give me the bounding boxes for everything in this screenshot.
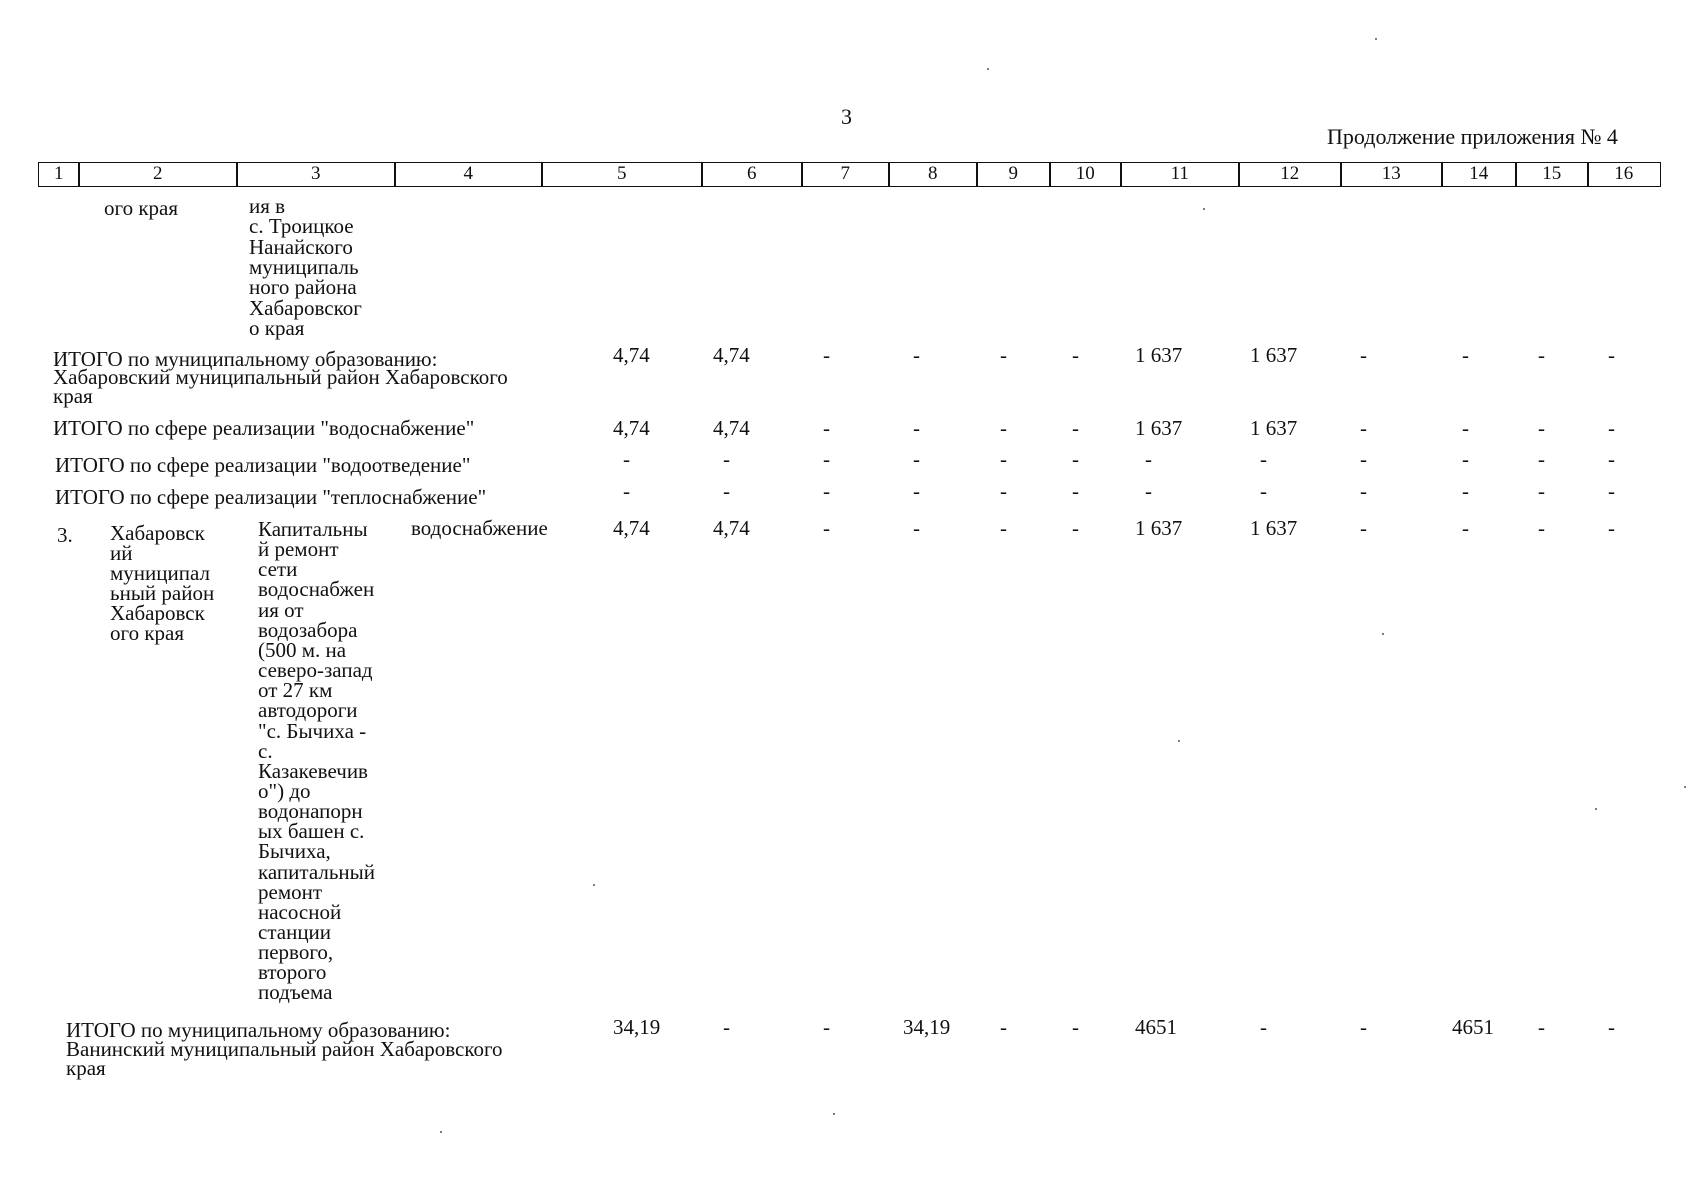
- value-col-15: -: [1538, 447, 1545, 471]
- column-number-cell: 3: [236, 162, 396, 187]
- column-number-cell: 6: [701, 162, 803, 187]
- value-col-6: -: [723, 1015, 730, 1039]
- value-col-7: -: [823, 1015, 830, 1039]
- value-col-15: -: [1538, 516, 1545, 540]
- vanino-label-line1: ИТОГО по муниципальному образованию:: [66, 1018, 451, 1042]
- cell-line: муниципал: [110, 561, 210, 585]
- cell-line: с. Троицкое: [249, 214, 354, 239]
- total-heat-supply-label: ИТОГО по сфере реализации "теплоснабжение": [55, 485, 487, 509]
- cell-line: с.: [258, 738, 273, 763]
- value-col-11: -: [1145, 479, 1152, 503]
- total-water-supply-label: ИТОГО по сфере реализации "водоснабжение": [53, 416, 475, 440]
- total-label-line3: края: [53, 384, 93, 408]
- value-col-10: -: [1072, 479, 1079, 503]
- value-col-13: -: [1360, 343, 1367, 367]
- total-label-line2: Хабаровский муниципальный район Хабаровского: [53, 365, 508, 389]
- cell-line: насосной: [258, 899, 342, 924]
- value-col-15: -: [1538, 1015, 1545, 1039]
- value-col-10: -: [1072, 343, 1079, 367]
- value-col-5: 4,74: [613, 343, 650, 367]
- scan-speck: [440, 1131, 442, 1133]
- value-col-10: -: [1072, 516, 1079, 540]
- scan-speck: [1375, 38, 1377, 40]
- cell-line: о") до: [258, 778, 311, 803]
- value-col-16: -: [1608, 516, 1615, 540]
- cell-line: автодороги: [258, 698, 358, 723]
- value-col-14: -: [1462, 479, 1469, 503]
- value-col-5: 34,19: [613, 1015, 661, 1039]
- value-col-5: -: [623, 447, 630, 471]
- scan-speck: [1684, 786, 1686, 788]
- value-col-9: -: [1000, 1015, 1007, 1039]
- value-col-8: -: [913, 416, 920, 440]
- value-col-14: -: [1462, 343, 1469, 367]
- value-col-6: 4,74: [713, 343, 750, 367]
- column-number-cell: 10: [1049, 162, 1122, 187]
- row-a-municipality-tail: ого края: [104, 196, 179, 220]
- value-col-12: 1 637: [1250, 343, 1298, 367]
- scan-speck: [833, 1113, 835, 1115]
- column-number-cell: 9: [976, 162, 1051, 187]
- cell-line: й ремонт: [258, 537, 339, 562]
- value-col-9: -: [1000, 343, 1007, 367]
- column-number-cell: 5: [541, 162, 703, 187]
- value-col-6: -: [723, 447, 730, 471]
- cell-line: (500 м. на: [258, 637, 347, 662]
- cell-line: ия в: [249, 194, 286, 218]
- cell-line: Нанайского: [249, 234, 353, 259]
- value-col-13: -: [1360, 479, 1367, 503]
- cell-line: "с. Бычиха -: [258, 718, 367, 743]
- value-col-5: -: [623, 479, 630, 503]
- value-col-16: -: [1608, 343, 1615, 367]
- value-col-15: -: [1538, 416, 1545, 440]
- value-col-6: 4,74: [713, 416, 750, 440]
- value-col-10: -: [1072, 447, 1079, 471]
- row-3-number: 3.: [57, 523, 73, 547]
- continuation-title: Продолжение приложения № 4: [1327, 124, 1618, 149]
- total-water-disposal-label: ИТОГО по сфере реализации "водоотведение": [55, 453, 471, 477]
- column-number-cell: 12: [1238, 162, 1342, 187]
- value-col-13: -: [1360, 447, 1367, 471]
- value-col-5: 4,74: [613, 416, 650, 440]
- page-number: 3: [841, 104, 852, 129]
- value-col-12: -: [1260, 1015, 1267, 1039]
- value-col-16: -: [1608, 1015, 1615, 1039]
- value-col-10: -: [1072, 416, 1079, 440]
- value-col-12: 1 637: [1250, 516, 1298, 540]
- cell-line: водонапорн: [258, 799, 363, 824]
- scan-speck: [1178, 740, 1180, 742]
- cell-line: водоснабжен: [258, 577, 375, 602]
- total-label-line1: ИТОГО по муниципальному образованию:: [53, 347, 438, 371]
- value-col-13: -: [1360, 1015, 1367, 1039]
- value-col-14: -: [1462, 447, 1469, 471]
- value-col-6: -: [723, 479, 730, 503]
- cell-line: капитальный: [258, 859, 375, 884]
- value-col-11: 4651: [1135, 1015, 1177, 1039]
- value-col-11: 1 637: [1135, 343, 1183, 367]
- vanino-label-line3: края: [66, 1056, 106, 1080]
- value-col-6: 4,74: [713, 516, 750, 540]
- value-col-13: -: [1360, 416, 1367, 440]
- cell-line: первого,: [258, 940, 334, 965]
- cell-line: о края: [249, 315, 305, 340]
- column-number-cell: 7: [801, 162, 890, 187]
- cell-line: подъема: [258, 980, 333, 1005]
- value-col-9: -: [1000, 447, 1007, 471]
- value-col-13: -: [1360, 516, 1367, 540]
- value-col-12: -: [1260, 479, 1267, 503]
- value-col-8: -: [913, 447, 920, 471]
- cell-line: сети: [258, 557, 298, 582]
- column-number-cell: 14: [1441, 162, 1517, 187]
- column-number-cell: 8: [888, 162, 978, 187]
- vanino-label-line2: Ванинский муниципальный район Хабаровского: [66, 1037, 503, 1061]
- value-col-15: -: [1538, 343, 1545, 367]
- value-col-15: -: [1538, 479, 1545, 503]
- cell-line: ремонт: [258, 879, 323, 904]
- value-col-14: -: [1462, 516, 1469, 540]
- cell-line: ого края: [110, 621, 185, 645]
- value-col-11: 1 637: [1135, 416, 1183, 440]
- column-number-cell: 1: [38, 162, 80, 187]
- cell-line: ьный район: [110, 581, 215, 605]
- value-col-10: -: [1072, 1015, 1079, 1039]
- value-col-7: -: [823, 516, 830, 540]
- value-col-7: -: [823, 416, 830, 440]
- cell-line: Хабаровск: [110, 601, 205, 625]
- cell-line: ий: [110, 541, 133, 565]
- cell-line: Казакевечив: [258, 758, 368, 783]
- scan-speck: [1203, 208, 1205, 210]
- value-col-16: -: [1608, 447, 1615, 471]
- value-col-8: -: [913, 343, 920, 367]
- value-col-12: 1 637: [1250, 416, 1298, 440]
- value-col-14: -: [1462, 416, 1469, 440]
- row-3-sphere: водоснабжение: [411, 516, 548, 540]
- cell-line: муниципаль: [249, 254, 359, 279]
- value-col-9: -: [1000, 516, 1007, 540]
- cell-line: северо-запад: [258, 658, 373, 683]
- scan-speck: [987, 68, 989, 70]
- value-col-11: -: [1145, 447, 1152, 471]
- cell-line: ых башен с.: [258, 819, 365, 844]
- value-col-16: -: [1608, 416, 1615, 440]
- column-number-cell: 15: [1515, 162, 1589, 187]
- scan-speck: [593, 884, 595, 886]
- value-col-7: -: [823, 447, 830, 471]
- value-col-9: -: [1000, 416, 1007, 440]
- value-col-16: -: [1608, 479, 1615, 503]
- column-number-cell: 4: [394, 162, 543, 187]
- column-number-cell: 2: [78, 162, 238, 187]
- value-col-14: 4651: [1452, 1015, 1494, 1039]
- value-col-8: -: [913, 479, 920, 503]
- cell-line: Бычиха,: [258, 839, 331, 864]
- cell-line: второго: [258, 960, 327, 985]
- value-col-11: 1 637: [1135, 516, 1183, 540]
- value-col-9: -: [1000, 479, 1007, 503]
- value-col-12: -: [1260, 447, 1267, 471]
- column-number-cell: 11: [1120, 162, 1240, 187]
- cell-line: от 27 км: [258, 678, 333, 703]
- value-col-7: -: [823, 479, 830, 503]
- value-col-7: -: [823, 343, 830, 367]
- cell-line: Капитальны: [258, 517, 368, 541]
- cell-line: Хабаровског: [249, 295, 362, 320]
- value-col-8: -: [913, 516, 920, 540]
- cell-line: ного района: [249, 275, 357, 300]
- column-number-cell: 13: [1340, 162, 1443, 187]
- value-col-5: 4,74: [613, 516, 650, 540]
- column-number-cell: 16: [1587, 162, 1661, 187]
- cell-line: водозабора: [258, 617, 358, 642]
- cell-line: ия от: [258, 597, 304, 622]
- cell-line: станции: [258, 920, 332, 944]
- cell-line: Хабаровск: [110, 521, 205, 545]
- scan-speck: [1595, 808, 1597, 810]
- value-col-8: 34,19: [903, 1015, 951, 1039]
- scan-speck: [1382, 633, 1384, 635]
